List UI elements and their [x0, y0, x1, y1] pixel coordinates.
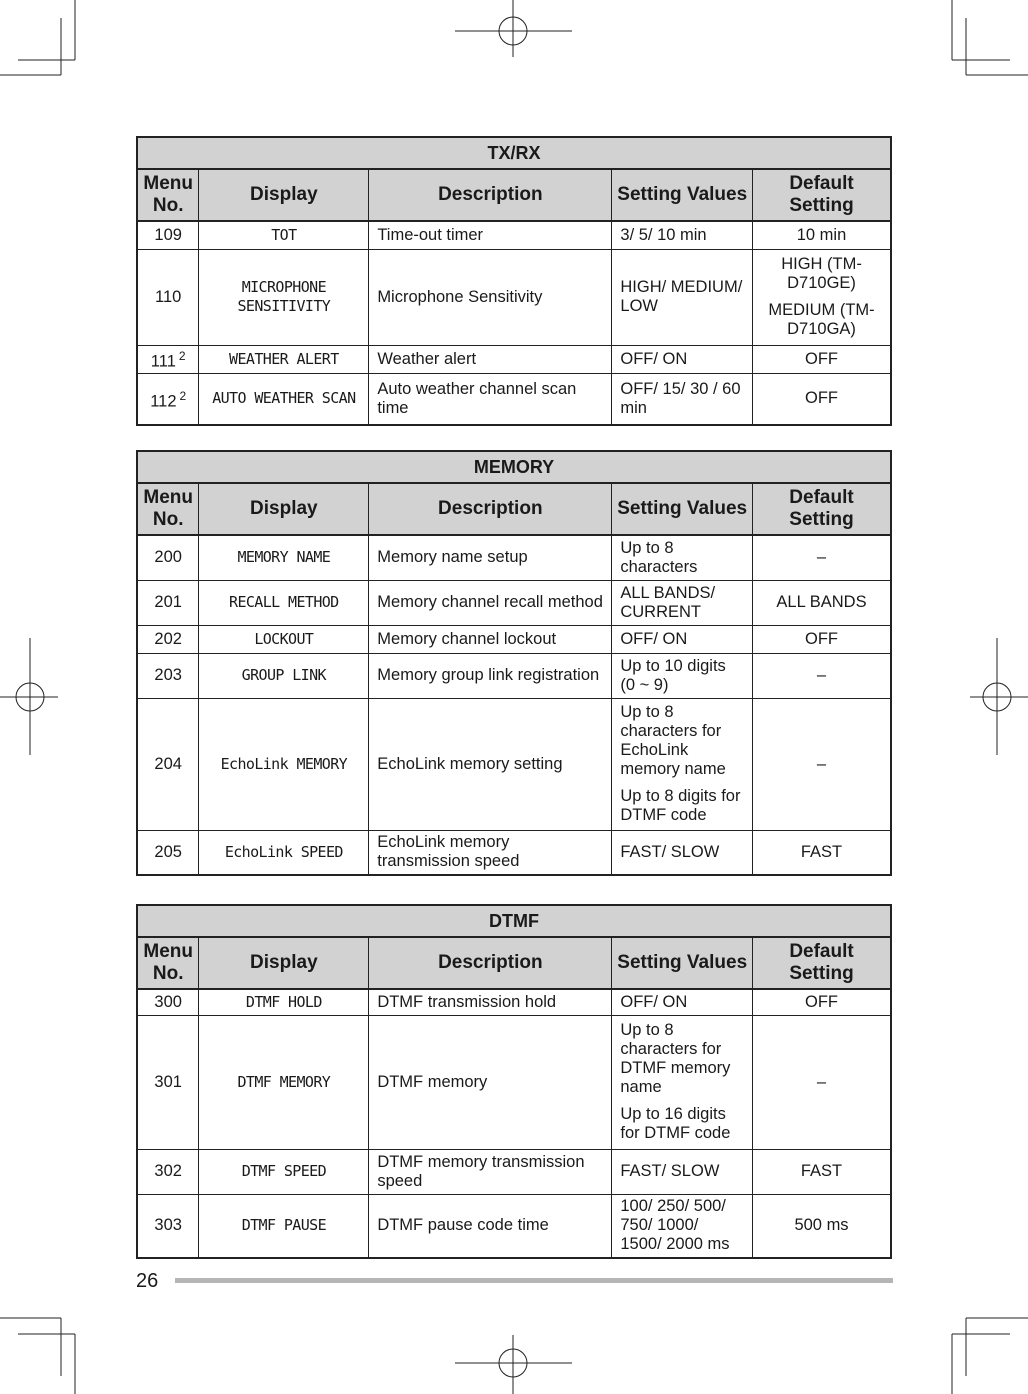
default-setting: – [752, 535, 891, 580]
display-label: MEMORY NAME [199, 535, 369, 580]
description: Memory name setup [369, 535, 612, 580]
default-setting: FAST [753, 1149, 891, 1194]
col-default-setting: Default Setting [752, 483, 891, 535]
table-row [137, 535, 891, 580]
display-label: EchoLink MEMORY [199, 698, 369, 830]
section-title: DTMF [137, 905, 891, 937]
display-label: DTMF PAUSE [199, 1194, 369, 1258]
display-label: AUTO WEATHER SCAN [199, 373, 369, 425]
display-label: RECALL METHOD [199, 580, 369, 625]
default-setting: OFF [753, 345, 891, 373]
display-label: MICROPHONE SENSITIVITY [199, 249, 369, 345]
menu-number: 109 [137, 221, 199, 249]
description: DTMF pause code time [369, 1194, 612, 1258]
description: Microphone Sensitivity [369, 249, 612, 345]
description: Time-out timer [369, 221, 612, 249]
description: DTMF transmission hold [369, 989, 612, 1015]
display-label: DTMF HOLD [199, 989, 369, 1015]
default-setting: OFF [753, 373, 891, 425]
description: Memory channel lockout [369, 625, 612, 653]
setting-values: 100/ 250/ 500/ 750/ 1000/ 1500/ 2000 ms [612, 1194, 753, 1258]
menu-number: 201 [137, 580, 199, 625]
table-row [137, 989, 891, 1015]
table-row [137, 249, 891, 345]
table-row [137, 830, 891, 875]
display-label: WEATHER ALERT [199, 345, 369, 373]
menu-number: 200 [137, 535, 199, 580]
menu-number: 110 [137, 249, 199, 345]
table-row [137, 1194, 891, 1258]
col-display: Display [199, 937, 369, 989]
table-row [137, 1149, 891, 1194]
table-row [137, 580, 891, 625]
menu-number: 202 [137, 625, 199, 653]
setting-values: FAST/ SLOW [612, 1149, 753, 1194]
section-title: MEMORY [137, 451, 891, 483]
col-menu-no: Menu No. [137, 169, 199, 221]
description: EchoLink memory setting [369, 698, 612, 830]
footnote-marker: 2 [178, 348, 186, 363]
col-default-setting: Default Setting [753, 169, 891, 221]
setting-values: OFF/ ON [612, 989, 753, 1015]
table-row [137, 625, 891, 653]
section-title: TX/RX [137, 137, 891, 169]
col-description: Description [369, 937, 612, 989]
description: Auto weather channel scan time [369, 373, 612, 425]
table-row [137, 373, 891, 425]
description: EchoLink memory transmission speed [369, 830, 612, 875]
setting-values: 3/ 5/ 10 min [612, 221, 753, 249]
footer-rule [175, 1278, 893, 1283]
display-label: TOT [199, 221, 369, 249]
setting-values: OFF/ ON [612, 625, 753, 653]
col-setting-values: Setting Values [612, 169, 753, 221]
table-row [137, 698, 891, 830]
description: DTMF memory [369, 1015, 612, 1149]
col-default-setting: Default Setting [753, 937, 891, 989]
page-number: 26 [136, 1270, 159, 1292]
default-setting: FAST [752, 830, 891, 875]
menu-number: 112 $^2$ [137, 373, 199, 425]
txrx-table [136, 136, 892, 426]
col-display: Display [199, 483, 369, 535]
table-row [137, 221, 891, 249]
dtmf-table [136, 904, 892, 1259]
menu-number: 204 [137, 698, 199, 830]
setting-values: Up to 8 characters for EchoLink memory name Up to 8 digits for DTMF code [612, 698, 753, 830]
menu-number: 300 [137, 989, 199, 1015]
default-setting: ALL BANDS [752, 580, 891, 625]
setting-values: FAST/ SLOW [612, 830, 753, 875]
col-setting-values: Setting Values [612, 937, 753, 989]
default-setting: OFF [753, 989, 891, 1015]
footnote-marker: 2 [179, 388, 187, 403]
display-label: GROUP LINK [199, 653, 369, 698]
default-setting: 10 min [753, 221, 891, 249]
setting-values: OFF/ 15/ 30 / 60 min [612, 373, 753, 425]
col-menu-no: Menu No. [137, 937, 199, 989]
menu-number: 302 [137, 1149, 199, 1194]
table-row [137, 1015, 891, 1149]
menu-number: 111 $^2$ [137, 345, 199, 373]
setting-values: ALL BANDS/ CURRENT [612, 580, 753, 625]
default-setting: – [752, 653, 891, 698]
description: Memory channel recall method [369, 580, 612, 625]
memory-table [136, 450, 892, 876]
description: Weather alert [369, 345, 612, 373]
default-setting: OFF [752, 625, 891, 653]
col-menu-no: Menu No. [137, 483, 199, 535]
setting-values: OFF/ ON [612, 345, 753, 373]
default-setting: – [752, 698, 891, 830]
description: Memory group link registration [369, 653, 612, 698]
setting-values: Up to 8 characters for DTMF memory name Up to 16 digits for DTMF code [612, 1015, 753, 1149]
menu-number: 203 [137, 653, 199, 698]
default-setting: HIGH (TM-D710GE) MEDIUM (TM-D710GA) [753, 249, 891, 345]
menu-number: 205 [137, 830, 199, 875]
table-row [137, 653, 891, 698]
display-label: EchoLink SPEED [199, 830, 369, 875]
col-description: Description [369, 483, 612, 535]
default-setting: – [753, 1015, 891, 1149]
menu-number: 301 [137, 1015, 199, 1149]
col-display: Display [199, 169, 369, 221]
display-label: DTMF SPEED [199, 1149, 369, 1194]
display-label: DTMF MEMORY [199, 1015, 369, 1149]
menu-number: 303 [137, 1194, 199, 1258]
col-setting-values: Setting Values [612, 483, 753, 535]
description: DTMF memory transmission speed [369, 1149, 612, 1194]
setting-values: Up to 10 digits (0 ~ 9) [612, 653, 753, 698]
setting-values: Up to 8 characters [612, 535, 753, 580]
setting-values: HIGH/ MEDIUM/ LOW [612, 249, 753, 345]
default-setting: 500 ms [753, 1194, 891, 1258]
display-label: LOCKOUT [199, 625, 369, 653]
col-description: Description [369, 169, 612, 221]
table-row [137, 345, 891, 373]
